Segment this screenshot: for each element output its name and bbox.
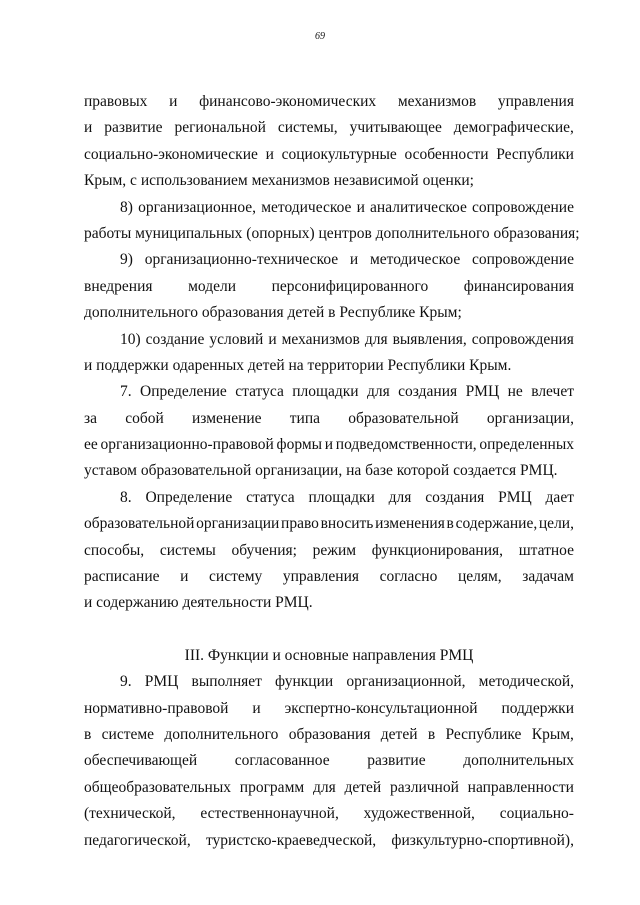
word: программ: [239, 778, 305, 796]
word: системе: [101, 725, 155, 743]
word: модели: [188, 277, 237, 295]
text-line: работы муниципальных (опорных) центров дополнительного образования;: [84, 224, 580, 242]
word: образовательной: [84, 515, 195, 533]
word: механизмов: [397, 93, 477, 110]
word: штатное: [518, 541, 574, 559]
word: 8): [120, 198, 133, 216]
text-line: [84, 115, 574, 141]
word: организационное,: [138, 198, 257, 216]
word: и: [265, 145, 274, 163]
word: типа: [289, 409, 321, 427]
word: и: [84, 119, 93, 137]
word: демографические,: [453, 119, 574, 137]
text-line: [84, 327, 574, 353]
word: дополнительного: [164, 725, 279, 743]
word: собой: [125, 409, 164, 427]
word: в: [427, 725, 436, 743]
word: организации,: [486, 409, 574, 427]
word: и: [356, 198, 365, 216]
text-line: дополнительного образования детей в Республике Крым;: [84, 304, 462, 322]
text-line: [84, 89, 574, 115]
word: РМЦ: [465, 383, 500, 401]
word: выполняет: [191, 673, 262, 691]
word: 9.: [120, 673, 132, 691]
text-line: [84, 696, 574, 722]
word: социально-: [499, 805, 574, 823]
word: влечет: [531, 383, 574, 401]
word: художественной,: [363, 805, 475, 823]
text-line: Крым, с использованием механизмов независимой оценки;: [84, 172, 474, 190]
word: Определение: [140, 383, 227, 401]
word: физкультурно-спортивной),: [391, 831, 574, 849]
word: учитывающее: [349, 119, 442, 137]
text-line: [84, 195, 574, 221]
word: организационной,: [346, 673, 466, 691]
word: создание: [145, 330, 205, 348]
word: систему: [209, 568, 263, 586]
word: для: [364, 330, 388, 348]
text-line: [84, 511, 574, 537]
word: методическое: [369, 251, 461, 269]
text-line: [84, 775, 574, 801]
word: развитие: [104, 119, 163, 137]
word: Республики: [496, 145, 574, 163]
word: организационно-правовой: [100, 436, 274, 454]
word: образования: [288, 725, 371, 743]
word: задачам: [522, 568, 574, 586]
word: детей: [380, 725, 418, 743]
word: дает: [545, 488, 574, 506]
word: изменение: [192, 409, 262, 427]
word: экспертно-консультационной: [284, 699, 478, 717]
word: механизмов: [281, 330, 360, 348]
text-line: и содержанию деятельности РМЦ.: [84, 594, 313, 612]
word: и: [169, 93, 178, 110]
word: создания: [398, 383, 458, 401]
word: статуса: [235, 383, 284, 401]
text-line: [84, 801, 574, 827]
document-body: [84, 89, 580, 854]
word: и: [349, 251, 359, 269]
text-line: [84, 142, 574, 168]
word: и: [268, 330, 277, 348]
word: функционирования,: [371, 541, 504, 559]
word: (технической,: [84, 805, 176, 823]
word: РМЦ: [498, 488, 532, 506]
word: управления: [497, 93, 574, 110]
text-line: [84, 669, 574, 695]
word: и: [180, 568, 189, 586]
word: подведомственности,: [335, 436, 477, 454]
word: создания: [425, 488, 485, 506]
word: определенных: [479, 436, 574, 454]
word: в: [446, 515, 454, 533]
text-line: [84, 432, 574, 458]
text-line: [84, 406, 574, 432]
word: туристско-краеведческой,: [205, 831, 377, 849]
page-number: 69: [315, 31, 325, 42]
word: методической,: [478, 673, 574, 691]
word: площадки: [308, 488, 375, 506]
word: финансово-экономических: [199, 93, 377, 110]
word: обучения;: [231, 541, 297, 559]
text-line: [84, 722, 574, 748]
text-line: [84, 564, 574, 590]
word: нормативно-правовой: [84, 699, 229, 717]
word: формы: [276, 436, 323, 454]
word: персонифицированного: [271, 277, 429, 295]
word: естественнонаучной,: [200, 805, 339, 823]
word: Определение: [145, 488, 233, 506]
text-line: [84, 274, 574, 300]
word: направленности: [467, 778, 574, 796]
word: методическое: [261, 198, 352, 216]
word: особенности: [404, 145, 489, 163]
word: режим: [312, 541, 357, 559]
word: ее: [84, 436, 98, 454]
word: для: [366, 383, 390, 401]
text-line: и поддержки одаренных детей на территории Республики Крым.: [84, 356, 512, 374]
word: 8.: [120, 488, 132, 506]
word: социокультурные: [281, 145, 397, 163]
word: для: [312, 778, 336, 796]
word: площадки: [292, 383, 359, 401]
word: аналитическое: [370, 198, 467, 216]
word: Крым,: [531, 725, 574, 743]
word: условий: [209, 330, 264, 348]
word: региональной: [174, 119, 266, 137]
word: вносить: [320, 515, 374, 533]
word: общеобразовательных: [84, 778, 232, 796]
text-line: уставом образовательной организации, на базе которой создается РМЦ.: [84, 462, 558, 480]
word: целям,: [457, 568, 502, 586]
word: организации: [196, 515, 280, 533]
word: расписание: [84, 568, 160, 586]
word: управления: [282, 568, 360, 586]
word: функции: [275, 673, 334, 691]
word: изменения: [375, 515, 445, 533]
word: правовых: [84, 93, 148, 110]
word: выявления,: [392, 330, 467, 348]
word: 10): [120, 330, 141, 348]
word: сопровождение: [472, 251, 574, 269]
word: цели,: [538, 515, 574, 533]
word: Республике: [445, 725, 522, 743]
text-line: [84, 379, 574, 405]
word: за: [84, 409, 98, 427]
word: сопровождение: [472, 198, 574, 216]
word: сопровождения: [471, 330, 574, 348]
word: 9): [120, 251, 133, 269]
text-line: [84, 485, 574, 511]
word: финансирования: [463, 277, 574, 295]
word: системы,: [277, 119, 338, 137]
word: для: [388, 488, 412, 506]
text-line: [84, 828, 574, 854]
word: педагогической,: [84, 831, 191, 849]
word: статуса: [246, 488, 295, 506]
word: системы: [159, 541, 216, 559]
word: в: [84, 725, 92, 743]
word: обеспечивающей: [84, 752, 198, 770]
word: согласно: [379, 568, 438, 586]
word: РМЦ: [144, 673, 179, 691]
word: образовательной: [348, 409, 459, 427]
word: развитие: [367, 752, 426, 770]
text-line: [84, 538, 574, 564]
word: содержание,: [455, 515, 538, 533]
word: социально-экономические: [84, 145, 258, 163]
word: детей: [344, 778, 382, 796]
text-line: [84, 748, 574, 774]
word: не: [507, 383, 523, 401]
word: и: [252, 699, 261, 717]
word: право: [281, 515, 319, 533]
word: и: [324, 436, 334, 454]
word: организационно-техническое: [144, 251, 339, 269]
word: различной: [389, 778, 459, 796]
word: способы,: [84, 541, 145, 559]
text-line: [84, 247, 574, 273]
section-heading: III. Функции и основные направления РМЦ: [184, 646, 474, 664]
word: поддержки: [501, 699, 574, 717]
word: дополнительных: [463, 752, 574, 770]
word: 7.: [120, 383, 132, 401]
word: внедрения: [84, 277, 153, 295]
word: согласованное: [234, 752, 330, 770]
